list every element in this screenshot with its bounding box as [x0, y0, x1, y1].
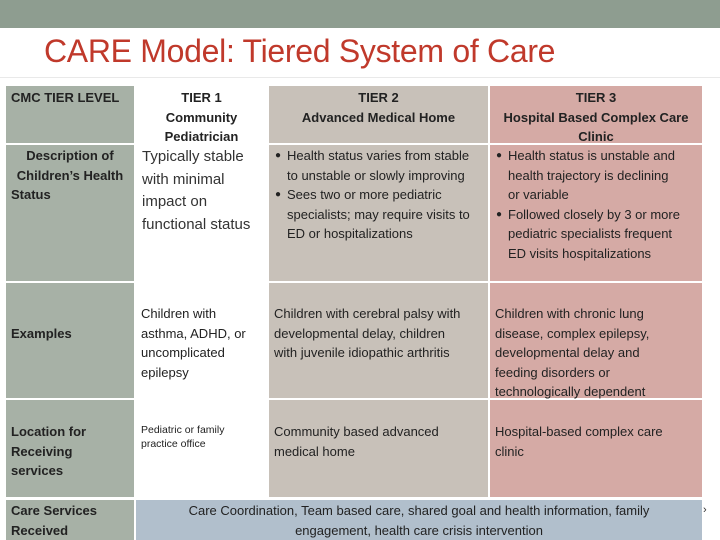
next-arrow-icon: ›: [703, 504, 707, 516]
description-tier3-list: [492, 146, 702, 263]
care-services-label-line: Care Services: [11, 503, 98, 518]
header-level-label: CMC TIER LEVEL: [11, 90, 120, 105]
list-item-line: ED visits hospitalizations: [508, 245, 652, 261]
description-tier1-line: functional status: [142, 215, 251, 233]
care-services-label-cell: [6, 500, 134, 540]
header-tier3-line: Hospital Based Complex Care: [503, 109, 689, 125]
care-services-value-line: engagement, health care crisis intervention: [295, 522, 543, 538]
header-tier3-line: TIER 3: [575, 90, 617, 105]
description-label-line: Description of: [26, 148, 114, 163]
examples-tier1-line: uncomplicated: [141, 345, 225, 360]
description-tier3-cell: [490, 145, 702, 281]
description-label-cell: [6, 145, 134, 281]
location-tier1-cell: [136, 400, 267, 497]
list-item-line: Health status varies from stable: [287, 148, 470, 163]
location-tier2-line: medical home: [274, 443, 355, 459]
description-label-line: Status: [11, 187, 51, 202]
location-tier1-line: Pediatric or family: [141, 424, 225, 436]
header-tier3-line: Clinic: [578, 129, 614, 144]
list-item: [271, 146, 488, 185]
location-tier2-cell: [269, 400, 488, 497]
list-item-line: Sees two or more pediatric: [287, 187, 442, 202]
title-rule: [0, 77, 720, 78]
care-services-value-cell: [136, 500, 702, 540]
examples-tier1-line: asthma, ADHD, or: [141, 325, 246, 341]
header-tier2-line: Advanced Medical Home: [301, 109, 456, 125]
description-label-line: Children’s Health: [16, 167, 124, 183]
list-item: [492, 146, 702, 205]
examples-label: Examples: [11, 326, 72, 341]
header-tier1-line: Pediatrician: [164, 129, 239, 144]
examples-tier3-line: Children with chronic lung: [495, 306, 644, 321]
list-item-line: pediatric specialists frequent: [508, 226, 673, 241]
header-tier1-line: Community: [165, 109, 238, 125]
list-item: [271, 185, 488, 244]
list-item: [492, 205, 702, 264]
location-tier1-line: practice office: [141, 438, 206, 450]
header-level-cell: [6, 86, 134, 143]
bullet-icon: ●: [275, 189, 282, 200]
header-tier1-cell: [136, 86, 267, 143]
care-services-label-line: Received: [11, 522, 69, 538]
location-tier2-line: Community based advanced: [274, 424, 439, 439]
examples-tier3-line: feeding disorders or: [495, 364, 610, 380]
description-tier1-cell: [136, 145, 267, 281]
list-item-line: Health status is unstable and: [508, 148, 675, 163]
header-tier3-cell: [490, 86, 702, 143]
examples-tier2-line: with juvenile idiopathic arthritis: [274, 345, 450, 360]
care-services-value-line: Care Coordination, Team based care, shared goal and health information, family: [188, 503, 650, 518]
location-label-line: services: [11, 463, 64, 478]
examples-tier2-line: Children with cerebral palsy with: [274, 306, 461, 321]
examples-tier2-cell: [269, 283, 488, 398]
list-item-line: specialists; may require visits to: [287, 206, 470, 222]
location-label-line: Receiving: [11, 443, 73, 459]
list-item-line: ED or hospitalizations: [287, 226, 413, 241]
list-item-line: to unstable or slowly improving: [287, 167, 465, 183]
header-tier2-line: TIER 2: [358, 90, 399, 105]
header-tier2-cell: [269, 86, 488, 143]
bullet-icon: ●: [496, 208, 503, 220]
description-tier1-line: Typically stable: [142, 148, 244, 165]
list-item-line: or variable: [508, 187, 569, 202]
examples-tier2-line: developmental delay, children: [274, 325, 446, 341]
examples-tier1-line: Children with: [141, 306, 217, 321]
top-band: [0, 0, 720, 28]
header-tier1-line: TIER 1: [181, 90, 222, 105]
list-item-line: Followed closely by 3 or more: [508, 206, 680, 222]
slide-title: CARE Model: Tiered System of Care: [44, 33, 556, 69]
bullet-icon: ●: [496, 150, 503, 161]
examples-tier1-line: epilepsy: [141, 364, 189, 380]
examples-tier3-cell: [490, 283, 702, 398]
examples-tier3-line: technologically dependent: [495, 384, 646, 399]
examples-label-cell: [6, 283, 134, 398]
examples-tier3-line: disease, complex epilepsy,: [495, 325, 650, 341]
location-tier3-line: clinic: [495, 443, 524, 459]
list-item-line: health trajectory is declining: [508, 167, 669, 183]
description-tier1-line: with minimal: [142, 170, 225, 188]
location-tier3-cell: [490, 400, 702, 497]
examples-tier3-line: developmental delay and: [495, 345, 640, 360]
bullet-icon: ●: [275, 150, 282, 161]
examples-tier1-cell: [136, 283, 267, 398]
description-tier1-line: impact on: [142, 193, 208, 210]
location-label-line: Location for: [11, 424, 87, 439]
description-tier2-list: [271, 146, 488, 244]
description-tier2-cell: [269, 145, 488, 281]
location-label-cell: [6, 400, 134, 497]
location-tier3-line: Hospital-based complex care: [495, 424, 663, 439]
